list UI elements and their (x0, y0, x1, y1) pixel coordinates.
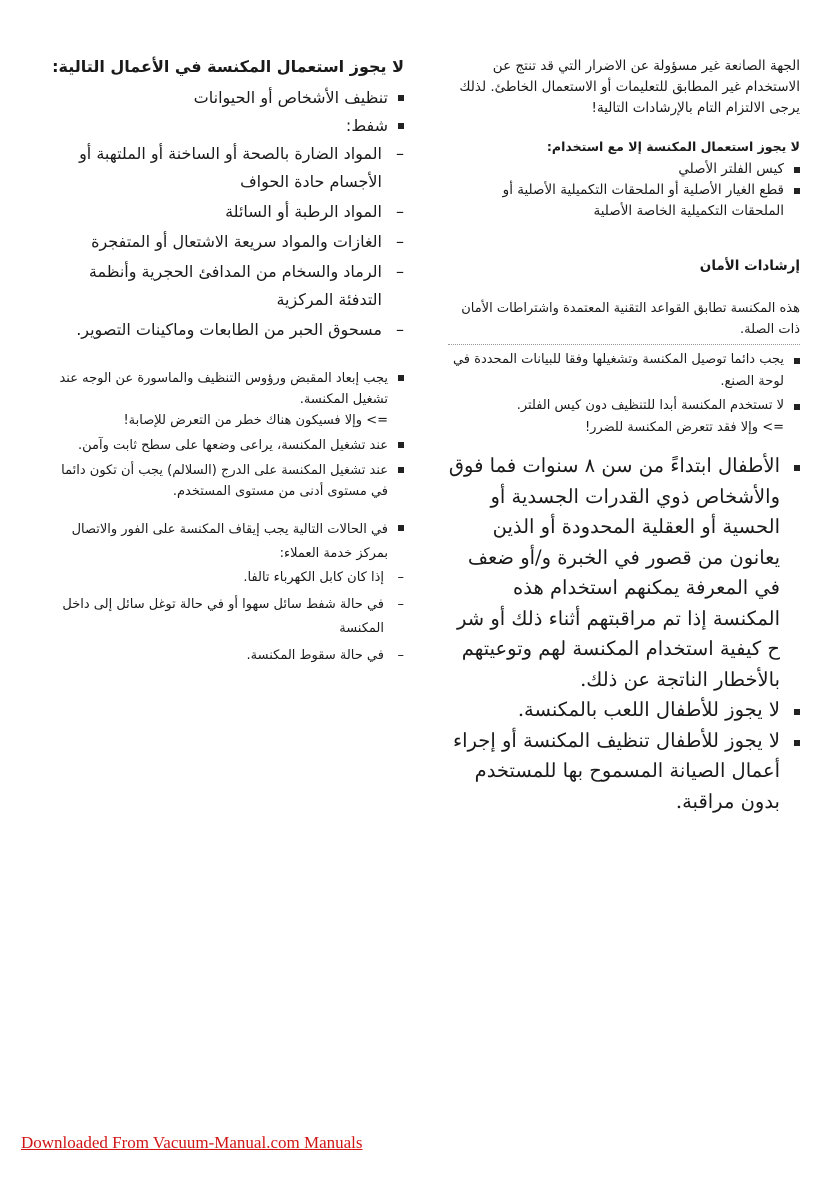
list-item: لا يجوز للأطفال تنظيف المكنسة أو إجراء أعمال الصيانة المسموح بها للمستخدم بدون مراقبة. (448, 726, 800, 818)
usage-list (448, 159, 800, 222)
dash-icon: – (396, 320, 404, 339)
list-item: شفط: – المواد الضارة بالصحة أو الساخنة أو الملتهبة أو الأجسام حادة الحواف – المواد الرطبة أو السائلة – الغازات والمواد سريعة الاشتعال أو المتفجرة – الرماد والسخام من المدافئ الحجرية وأنظمة التدفئة المركزية – مسحوق الحبر من الطابعات وماكينات التصوير. (44, 112, 404, 344)
sub-list-item: – في حالة سقوط المكنسة. (44, 644, 404, 668)
list-item: عند تشغيل المكنسة، يراعى وضعها على سطح ثابت وآمن. (44, 435, 404, 456)
list-item: عند تشغيل المكنسة على الدرج (السلالم) يجب أن تكون دائما في مستوى أدنى من مستوى المستخدم. (44, 460, 404, 502)
sub-list-item: – الغازات والمواد سريعة الاشتعال أو المتفجرة (44, 228, 404, 256)
list-item: كيس الفلتر الأصلي (448, 159, 800, 180)
list-item: الأطفال ابتداءً من سن ٨ سنوات فما فوق والأشخاص ذوي القدرات الجسدية أو الحسية أو العقلية المحدودة أو الذين يعانون من قصور في الخبرة و/أو ضعف في المعرفة يمكنهم استخدام هذه المكنسة إذا تم مراقبتهم أثناء ذلك أو شر ح كيفية استخدام المكنسة لهم وتوعيتهم بالأخطار الناتجة عن ذلك. (448, 451, 800, 695)
bullet-square-icon (398, 375, 404, 381)
safety-list (448, 349, 800, 439)
list-item: في الحالات التالية يجب إيقاف المكنسة على الفور والاتصال بمركز خدمة العملاء: – إذا كان كابل الكهرباء تالفا. – في حالة شفط سائل سهوا أو في حالة توغل سائل إلى داخل المكنسة – في حالة سقوط المكنسة. (44, 518, 404, 668)
suction-sublist (44, 140, 404, 344)
list-item: لا تستخدم المكنسة أبدا للتنظيف دون كيس الفلتر. => وإلا فقد تتعرض المكنسة للضرر! (448, 395, 800, 439)
dash-icon: – (397, 597, 404, 612)
sub-list-item: – مسحوق الحبر من الطابعات وماكينات التصوير. (44, 316, 404, 344)
prohibited-uses-list (44, 84, 404, 344)
bullet-square-icon (794, 465, 800, 471)
dash-icon: – (397, 570, 404, 585)
list-item: قطع الغيار الأصلية أو الملحقات التكميلية الأصلية أو الملحقات التكميلية الخاصة الأصلية (448, 180, 800, 222)
bullet-square-icon (398, 525, 404, 531)
warnings-list (44, 368, 404, 502)
dash-icon: – (396, 232, 404, 251)
sub-list-item: – المواد الضارة بالصحة أو الساخنة أو الملتهبة أو الأجسام حادة الحواف (44, 140, 404, 196)
bullet-square-icon (398, 123, 404, 129)
list-item: يجب إبعاد المقبض ورؤوس التنظيف والماسورة عن الوجه عند تشغيل المكنسة. => وإلا فسيكون هناك خطر من التعرض للإصابة! (44, 368, 404, 431)
dash-icon: – (396, 144, 404, 163)
service-sublist (44, 566, 404, 668)
safety-title: إرشادات الأمان (699, 258, 800, 274)
manufacturer-disclaimer: الجهة الصانعة غير مسؤولة عن الاضرار التي قد تنتج عن الاستخدام غير المطابق للتعليمات أو الاستعمال الخاطئ. لذلك يرجى الالتزام التام بالإرشادات التالية! (459, 58, 800, 116)
list-item: تنظيف الأشخاص أو الحيوانات (44, 84, 404, 112)
prohibited-uses-heading: لا يجوز استعمال المكنسة في الأعمال التالية: (52, 57, 404, 76)
list-item: لا يجوز للأطفال اللعب بالمكنسة. (448, 695, 800, 726)
bullet-square-icon (794, 167, 800, 173)
safety-intro: هذه المكنسة تطابق القواعد التقنية المعتمدة واشتراطات الأمان ذات الصلة. (461, 301, 800, 337)
right-column (448, 56, 800, 817)
sub-list-item: – المواد الرطبة أو السائلة (44, 198, 404, 226)
bullet-square-icon (794, 358, 800, 364)
warning-note: => وإلا فقد تتعرض المكنسة للضرر! (584, 420, 784, 435)
bullet-square-icon (794, 404, 800, 410)
bullet-square-icon (398, 467, 404, 473)
warning-note: => وإلا فسيكون هناك خطر من التعرض للإصابة! (123, 413, 388, 428)
bullet-square-icon (794, 188, 800, 194)
left-column (44, 56, 404, 684)
sub-list-item: – الرماد والسخام من المدافئ الحجرية وأنظمة التدفئة المركزية (44, 258, 404, 314)
bullet-square-icon (794, 740, 800, 746)
bullet-square-icon (398, 95, 404, 101)
children-list (448, 451, 800, 817)
list-item: يجب دائما توصيل المكنسة وتشغيلها وفقا للبيانات المحددة في لوحة الصنع. (448, 349, 800, 393)
dash-icon: – (397, 648, 404, 663)
divider (448, 344, 800, 345)
sub-list-item: – إذا كان كابل الكهرباء تالفا. (44, 566, 404, 590)
bullet-square-icon (794, 709, 800, 715)
service-list (44, 518, 404, 668)
sub-list-item: – في حالة شفط سائل سهوا أو في حالة توغل سائل إلى داخل المكنسة (44, 593, 404, 641)
usage-heading: لا يجوز استعمال المكنسة إلا مع استخدام: (546, 139, 800, 154)
dash-icon: – (396, 202, 404, 221)
download-source-link[interactable]: Downloaded From Vacuum-Manual.com Manuals (21, 1133, 363, 1152)
bullet-square-icon (398, 442, 404, 448)
dash-icon: – (396, 262, 404, 281)
